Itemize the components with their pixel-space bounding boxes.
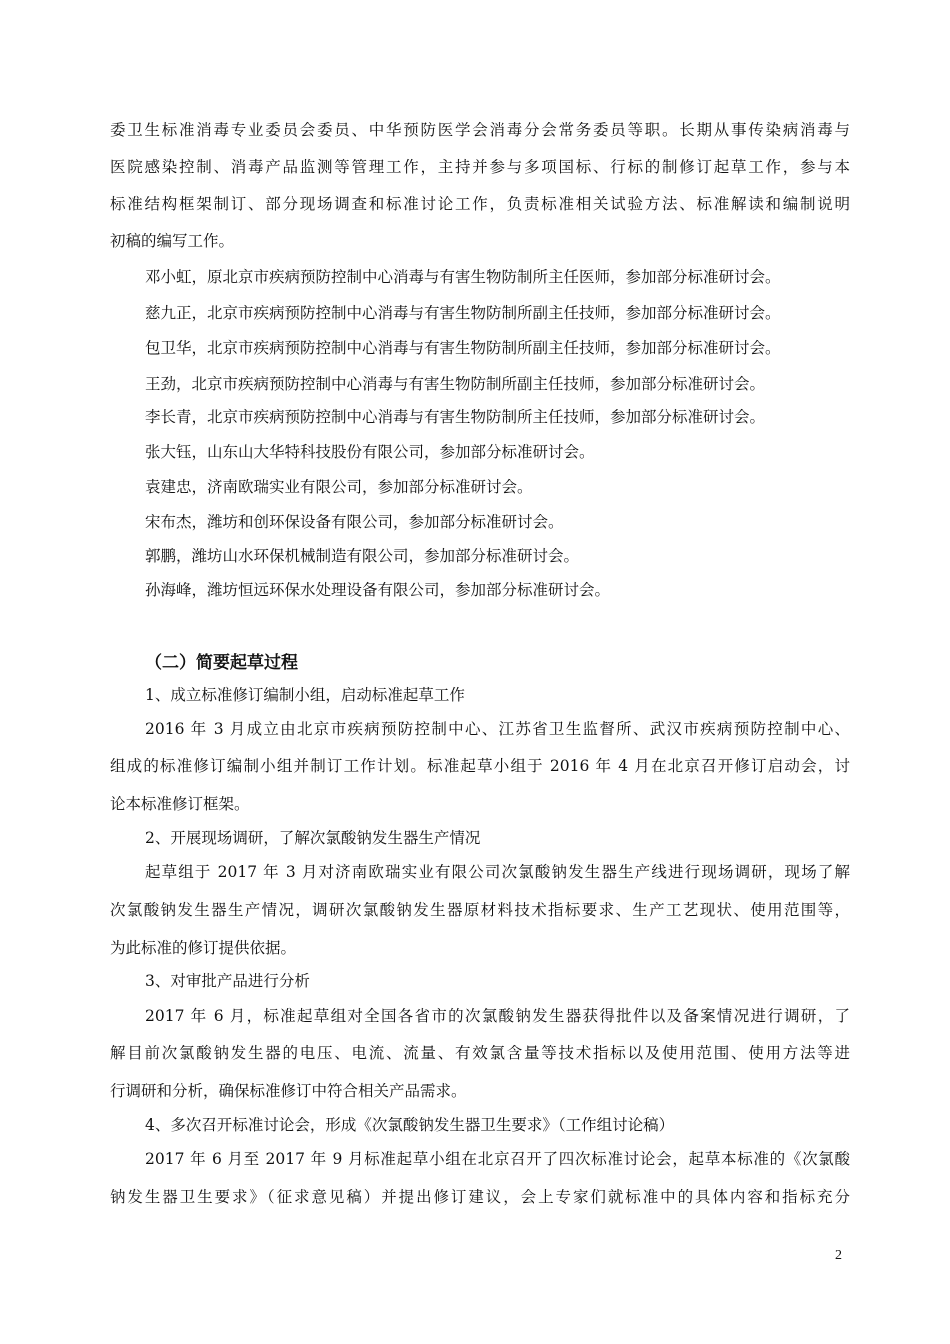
section-heading: （二）简要起草过程: [145, 653, 298, 673]
member-line: 张大钰，山东山大华特科技股份有限公司，参加部分标准研讨会。: [145, 443, 595, 461]
member-line: 慈九正，北京市疾病预防控制中心消毒与有害生物防制所副主任技师，参加部分标准研讨会。: [145, 304, 781, 322]
member-line: 李长青，北京市疾病预防控制中心消毒与有害生物防制所主任技师，参加部分标准研讨会。: [145, 408, 766, 426]
member-line: 宋布杰，潍坊和创环保设备有限公司，参加部分标准研讨会。: [145, 513, 564, 531]
step-title: 4、多次召开标准讨论会，形成《次氯酸钠发生器卫生要求》（工作组讨论稿）: [145, 1116, 675, 1134]
member-line: 邓小虹，原北京市疾病预防控制中心消毒与有害生物防制所主任医师，参加部分标准研讨会。: [145, 268, 781, 286]
intro-line: 医院感染控制、消毒产品监测等管理工作，主持并参与多项国标、行标的制修订起草工作，参与本: [110, 158, 850, 176]
intro-line: 初稿的编写工作。: [110, 232, 235, 250]
step-line: 2017 年 6 月，标准起草组对全国各省市的次氯酸钠发生器获得批件以及备案情况进行调研，了: [145, 1007, 850, 1025]
step-line: 组成的标准修订编制小组并制订工作计划。标准起草小组于 2016 年 4 月在北京召开修订启动会，讨: [110, 757, 850, 775]
step-line: 2016 年 3 月成立由北京市疾病预防控制中心、江苏省卫生监督所、武汉市疾病预防控制中心、: [145, 720, 850, 738]
member-line: 郭鹏，潍坊山水环保机械制造有限公司，参加部分标准研讨会。: [145, 547, 580, 565]
step-title: 3、对审批产品进行分析: [145, 972, 310, 990]
member-line: 王劲，北京市疾病预防控制中心消毒与有害生物防制所副主任技师，参加部分标准研讨会。: [145, 375, 766, 393]
step-title: 2、开展现场调研，了解次氯酸钠发生器生产情况: [145, 829, 481, 847]
member-line: 袁建忠，济南欧瑞实业有限公司，参加部分标准研讨会。: [145, 478, 533, 496]
step-line: 为此标准的修订提供依据。: [110, 939, 297, 957]
step-line: 钠发生器卫生要求》（征求意见稿）并提出修订建议，会上专家们就标准中的具体内容和指标充分: [110, 1188, 850, 1206]
step-line: 解目前次氯酸钠发生器的电压、电流、流量、有效氯含量等技术指标以及使用范围、使用方法等进: [110, 1044, 850, 1062]
member-line: 包卫华，北京市疾病预防控制中心消毒与有害生物防制所副主任技师，参加部分标准研讨会。: [145, 339, 781, 357]
step-line: 论本标准修订框架。: [110, 795, 250, 813]
intro-line: 委卫生标准消毒专业委员会委员、中华预防医学会消毒分会常务委员等职。长期从事传染病消毒与: [110, 121, 850, 139]
step-line: 2017 年 6 月至 2017 年 9 月标准起草小组在北京召开了四次标准讨论会，起草本标准的《次氯酸: [145, 1150, 850, 1168]
intro-line: 标准结构框架制订、部分现场调查和标准讨论工作，负责标准相关试验方法、标准解读和编制说明: [110, 195, 850, 213]
member-line: 孙海峰，潍坊恒远环保水处理设备有限公司，参加部分标准研讨会。: [145, 581, 611, 599]
page-number: 2: [835, 1248, 842, 1263]
step-line: 行调研和分析，确保标准修订中符合相关产品需求。: [110, 1082, 467, 1100]
step-line: 次氯酸钠发生器生产情况，调研次氯酸钠发生器原材料技术指标要求、生产工艺现状、使用范围等，: [110, 901, 850, 919]
step-title: 1、成立标准修订编制小组，启动标准起草工作: [145, 686, 465, 704]
step-line: 起草组于 2017 年 3 月对济南欧瑞实业有限公司次氯酸钠发生器生产线进行现场调研，现场了解: [145, 863, 850, 881]
